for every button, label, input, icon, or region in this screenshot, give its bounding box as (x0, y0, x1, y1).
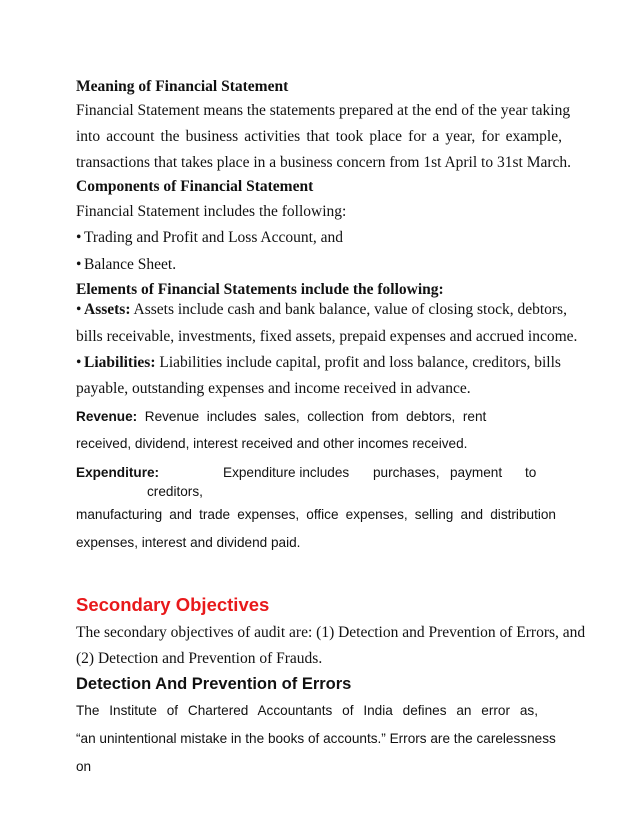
components-heading: Components of Financial Statement (76, 178, 314, 195)
assets-line-1 (76, 301, 567, 319)
revenue-label: Revenue: (76, 409, 138, 424)
expenditure-label: Expenditure: (76, 465, 160, 480)
components-intro: Financial Statement includes the following: (76, 203, 347, 220)
liabilities-line-2: payable, outstanding expenses and income received in advance. (76, 380, 471, 397)
liabilities-line-1 (76, 354, 562, 372)
expenditure-text: purchases, (373, 465, 440, 480)
detection-line-1: The Institute of Chartered Accountants of India defines an error as, (76, 703, 538, 718)
expenditure-creditors: creditors, (147, 484, 203, 499)
bullet-icon: • (76, 229, 82, 246)
elements-heading: Elements of Financial Statements include the following: (76, 281, 444, 298)
expenditure-text: Expenditure includes (223, 465, 350, 480)
meaning-line-1: Financial Statement means the statements prepared at the end of the year taking (76, 102, 571, 119)
revenue-line-2: received, dividend, interest received and other incomes received. (76, 436, 468, 451)
component-item-label: Balance Sheet. (84, 256, 177, 273)
meaning-heading: Meaning of Financial Statement (76, 78, 289, 95)
liabilities-label: Liabilities: (84, 354, 156, 371)
expenditure-text: payment (450, 465, 503, 480)
meaning-line-3: transactions that takes place in a business concern from 1st April to 31st March. (76, 154, 572, 171)
assets-line-2: bills receivable, investments, fixed assets, prepaid expenses and accrued income. (76, 328, 578, 345)
secondary-objectives-heading: Secondary Objectives (76, 594, 270, 615)
expenditure-line-4: expenses, interest and dividend paid. (76, 535, 301, 550)
bullet-icon: • (76, 256, 82, 273)
liabilities-text: Liabilities include capital, profit and loss balance, creditors, bills (155, 354, 561, 371)
detection-line-3: on (76, 759, 92, 774)
detection-heading: Detection And Prevention of Errors (76, 675, 352, 693)
component-item-label: Trading and Profit and Loss Account, and (84, 229, 344, 246)
detection-line-2: “an unintentional mistake in the books of accounts.” Errors are the carelessness (76, 731, 556, 746)
expenditure-text: to (525, 465, 537, 480)
secondary-objectives-line-1: The secondary objectives of audit are: (1) Detection and Prevention of Errors, and (76, 624, 586, 641)
bullet-icon: • (76, 301, 82, 318)
secondary-objectives-line-2: (2) Detection and Prevention of Frauds. (76, 650, 323, 667)
assets-text: Assets include cash and bank balance, value of closing stock, debtors, (130, 301, 567, 318)
revenue-line-1 (76, 409, 516, 424)
component-item (76, 256, 562, 274)
revenue-text: Revenue includes sales, collection from debtors, rent (137, 409, 487, 424)
bullet-icon: • (76, 354, 82, 371)
expenditure-line-3: manufacturing and trade expenses, office expenses, selling and distribution (76, 507, 556, 522)
meaning-line-2: into account the business activities that took place for a year, for example, (76, 128, 562, 145)
assets-label: Assets: (84, 301, 131, 318)
component-item (76, 229, 562, 247)
